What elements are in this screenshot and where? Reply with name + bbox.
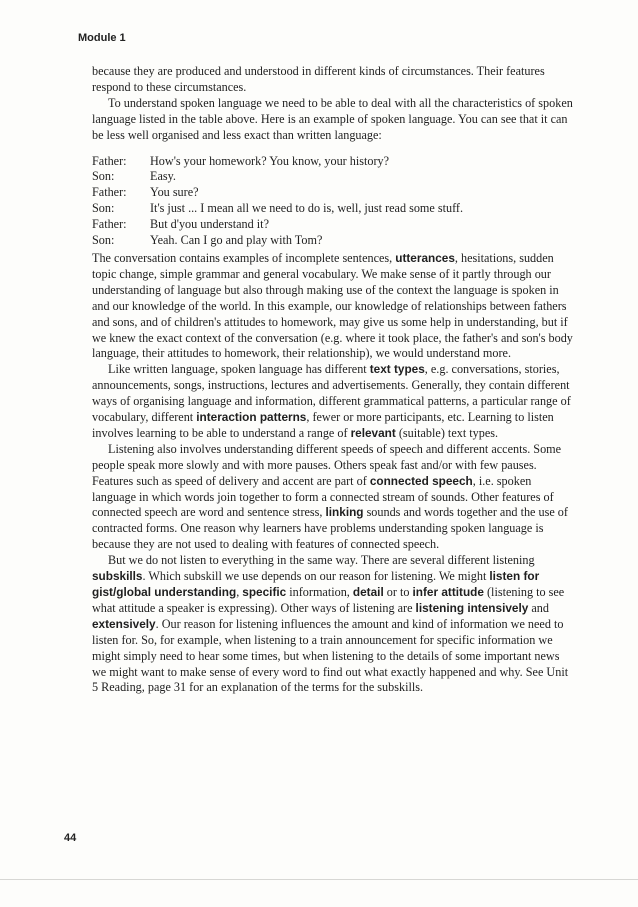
text-run: But we do not listen to everything in the same way. There are several different listening (108, 553, 535, 568)
key-term-listening-intensively: listening intensively (415, 600, 529, 615)
text-run: The conversation contains examples of incomplete sentences, (92, 250, 396, 265)
speaker-label: Son: (92, 169, 115, 184)
text-run: . Our reason for listening influences the amount and kind of information we need to listen for. So, for example, when listening to a train announcement for specific information we might simply need to hear some times, but when listening to the details of some important news we might want to make sense of every word to find out what exactly happened and why. See Unit 5 Reading, page 31 for an explanation of the terms for the subskills. (92, 616, 569, 695)
text-run: sounds and words together and the use of contracted forms. One reason why learners have problems understanding spoken language is because they are not used to dealing with features of connected speech. (92, 505, 568, 552)
key-term-utterances: utterances (395, 250, 455, 265)
key-term-subskills: subskills (92, 569, 143, 584)
key-term-interaction-patterns: interaction patterns (196, 410, 307, 425)
paragraph-1: because they are produced and understood in different kinds of circumstances. Their features respond to these circumstances. (92, 64, 545, 94)
paragraph-6 (92, 553, 576, 696)
dialogue-line (92, 169, 576, 185)
text-run: Listening also involves understanding different speeds of speech and different accents. Some people speak more slowly and with more pauses. Others speak fast and/or with few pauses. Features such as speed of delivery and accent are part of (92, 441, 562, 488)
paragraph-2: To understand spoken language we need to be able to deal with all the characteristics of spoken language listed in the table above. Here is an example of spoken language. You can see that it can be less well organised and less exact than written language: (92, 95, 573, 142)
key-term-text-types: text types (369, 362, 425, 377)
dialogue-text: How's your homework? You know, your history? (150, 153, 390, 168)
dialogue-text: It's just ... I mean all we need to do is, well, just read some stuff. (150, 201, 464, 216)
dialogue-text: Easy. (150, 169, 176, 184)
dialogue-text: But d'you understand it? (150, 217, 269, 232)
key-term-relevant: relevant (350, 425, 396, 440)
text-run: Like written language, spoken language has different (108, 362, 370, 377)
key-term-linking: linking (325, 505, 364, 520)
page-number: 44 (64, 832, 77, 844)
dialogue-line (92, 233, 576, 249)
dialogue-example (92, 154, 576, 249)
dialogue-line (92, 185, 576, 201)
paragraph-4 (92, 362, 576, 442)
dialogue-text: You sure? (150, 185, 199, 200)
text-run: (listening to see what attitude a speaker is expressing). Other ways of listening are (92, 585, 565, 615)
dialogue-line (92, 217, 576, 233)
text-run: (suitable) text types. (395, 425, 499, 440)
speaker-label: Son: (92, 201, 115, 216)
text-run: information, (286, 585, 353, 599)
text-run: and (528, 600, 549, 615)
text-run: , (236, 585, 243, 599)
text-run: , hesitations, sudden topic change, simple grammar and general vocabulary. We make sense of it partly through our understanding of language but also through making use of the context the language is spoken in and our knowledge of the world. In this example, our knowledge of relationships between fathers and sons, and of children's attitudes to homework, may give us some help in understanding, but if we knew the exact context of the conversation (e.g. where it took place, the father's and son's body language, their attitudes to homework, their relationship), we would understand more. (92, 250, 573, 361)
dialogue-text: Yeah. Can I go and play with Tom? (150, 233, 323, 248)
text-run: . Which subskill we use depends on our reason for listening. We might (142, 569, 490, 584)
key-term-connected-speech: connected speech (369, 473, 473, 488)
key-term-specific: specific (242, 585, 287, 599)
paragraph-3 (92, 251, 576, 362)
text-run: , e.g. conversations, stories, announcements, songs, instructions, lectures and advertisements. Generally, they contain different ways of organising language and information, different grammatical patterns, a particular range of vocabulary, different (92, 362, 571, 425)
key-term-infer-attitude: infer attitude (412, 585, 484, 599)
dialogue-line (92, 154, 576, 170)
page-edge-divider (0, 879, 638, 880)
speaker-label: Son: (92, 233, 115, 248)
body-text (92, 64, 576, 696)
key-term-detail: detail (352, 585, 384, 599)
speaker-label: Father: (92, 217, 127, 232)
speaker-label: Father: (92, 185, 127, 200)
speaker-label: Father: (92, 153, 127, 168)
module-header: Module 1 (78, 32, 126, 44)
text-run: , i.e. spoken language in which words join together to form a connected stream of sounds. Other features of connected speech are word and sentence stress, (92, 473, 554, 520)
dialogue-line (92, 201, 576, 217)
text-run: or to (383, 585, 413, 599)
key-term-extensively: extensively (92, 616, 156, 631)
key-term-listen-for-gist: listen for gist/global understanding (92, 569, 540, 599)
paragraph-5 (92, 442, 576, 553)
text-run: , fewer or more participants, etc. Learning to listen involves learning to be able to understand a range of (92, 410, 554, 440)
